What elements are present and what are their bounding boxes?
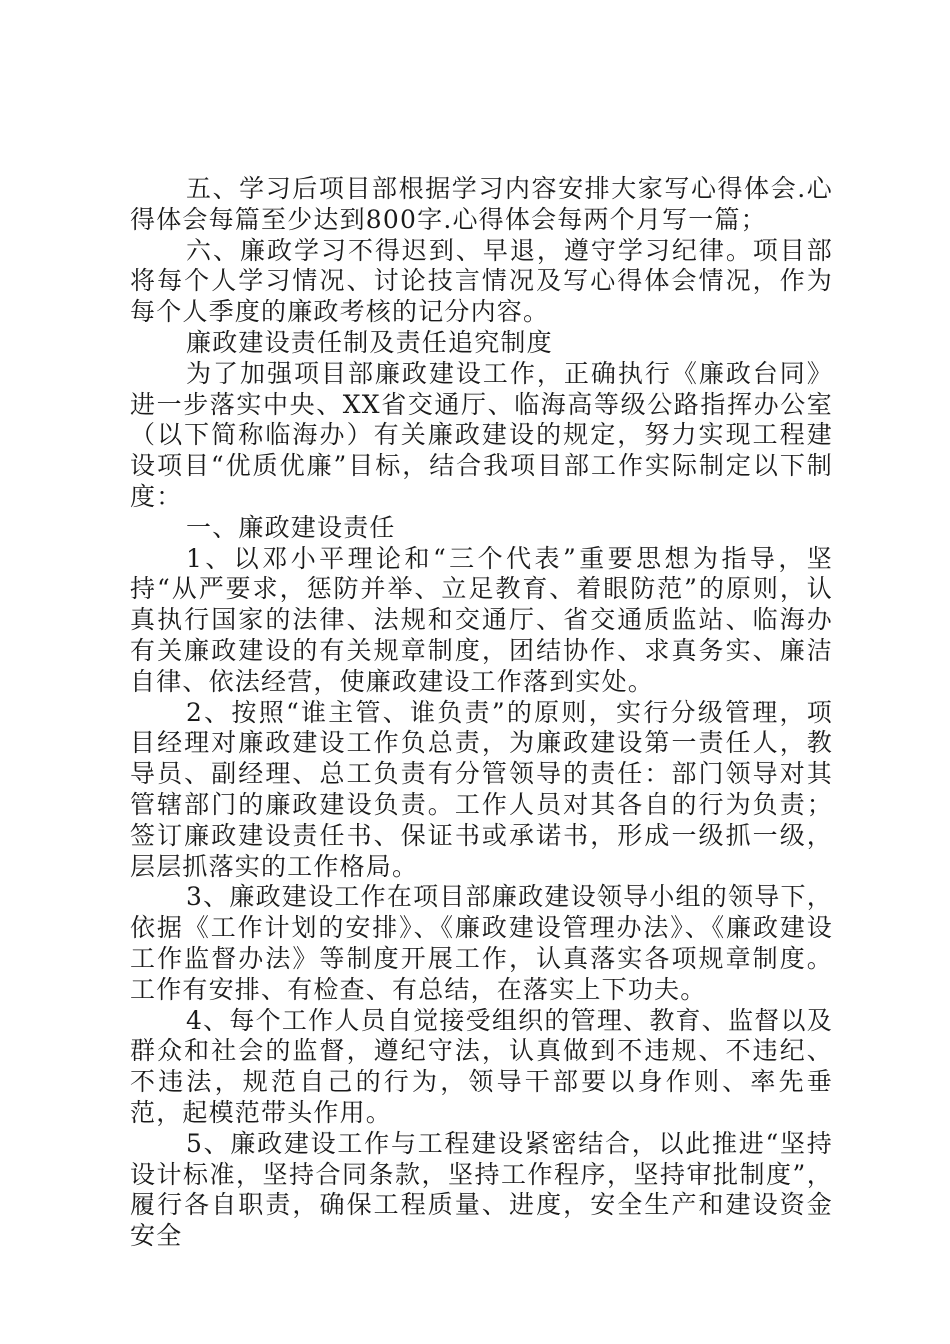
paragraph-item-5: 5、廉政建设工作与工程建设紧密结合，以此推进“坚持设计标准，坚持合同条款，坚持工作程序，坚持审批制度”，履行各自职责，确保工程质量、进度，安全生产和建设资金安全 <box>130 1128 833 1251</box>
paragraph-item-2: 2、按照“谁主管、谁负责”的原则，实行分级管理，项目经理对廉政建设工作负总责，为廉政建设第一责任人，教导员、副经理、总工负责有分管领导的责任：部门领导对其管辖部门的廉政建设负责。工作人员对其各自的行为负责；签订廉政建设责任书、保证书或承诺书，形成一级抓一级，层层抓落实的工作格局。 <box>130 697 833 881</box>
paragraph-five: 五、学习后项目部根据学习内容安排大家写心得体会.心得体会每篇至少达到800字.心得体会每两个月写一篇； <box>130 174 833 234</box>
paragraph-item-4: 4、每个工作人员自觉接受组织的管理、教育、监督以及群众和社会的监督，遵纪守法，认真做到不违规、不违纪、不违法，规范自己的行为，领导干部要以身作则、率先垂范，起模范带头作用。 <box>130 1005 833 1127</box>
paragraph-item-1: 1、以邓小平理论和“三个代表”重要思想为指导，坚持“从严要求，惩防并举、立足教育、着眼防范”的原则，认真执行国家的法律、法规和交通厅、省交通质监站、临海办有关廉政建设的有关规章制度，团结协作、求真务实、廉洁自律、依法经营，使廉政建设工作落到实处。 <box>130 543 833 696</box>
paragraph-intro: 为了加强项目部廉政建设工作，正确执行《廉政台同》进一步落实中央、XX省交通厅、临海高等级公路指挥办公室（以下简称临海办）有关廉政建设的规定，努力实现工程建设项目“优质优廉”目标，结合我项目部工作实际制定以下制度： <box>130 358 833 511</box>
document-body <box>130 174 833 1252</box>
subsection-heading: 一、廉政建设责任 <box>186 512 396 542</box>
paragraph-item-3: 3、廉政建设工作在项目部廉政建设领导小组的领导下，依据《工作计划的安排》、《廉政建设管理办法》、《廉政建设工作监督办法》等制度开展工作，认真落实各项规章制度。工作有安排、有检查、有总结，在落实上下功夫。 <box>130 882 833 1004</box>
section-heading: 廉政建设责任制及责任追究制度 <box>186 327 553 357</box>
paragraph-six: 六、廉政学习不得迟到、早退，遵守学习纪律。项目部将每个人学习情况、讨论技言情况及写心得体会情况，作为每个人季度的廉政考核的记分内容。 <box>130 235 833 327</box>
